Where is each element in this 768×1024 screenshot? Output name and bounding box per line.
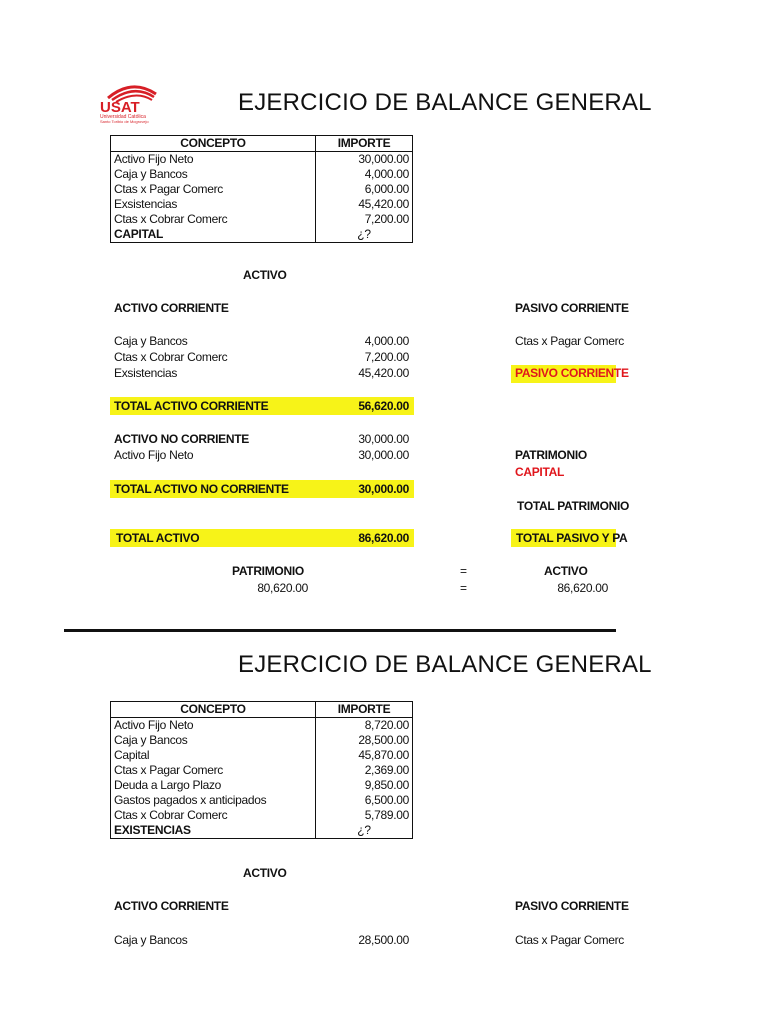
concept-table: [110, 135, 413, 243]
cell-importe: 45,420.00: [358, 197, 409, 211]
table-row: [111, 733, 413, 748]
activo-heading-2: ACTIVO: [243, 866, 287, 880]
activo-corriente-label-2: ACTIVO CORRIENTE: [114, 899, 229, 913]
pasivo-corriente-label-2: PASIVO CORRIENTE: [515, 899, 629, 913]
cell-importe: ¿?: [357, 823, 371, 837]
table-row: [111, 808, 413, 823]
cell-concepto: Deuda a Largo Plazo: [111, 778, 316, 793]
ac-item-value: 4,000.00: [364, 334, 409, 348]
usat-logo: [100, 82, 170, 126]
ac-item-label-2: Caja y Bancos: [114, 933, 188, 947]
table-row: [111, 823, 413, 839]
table-row: [111, 793, 413, 808]
eq-activo-label: ACTIVO: [544, 564, 588, 578]
total-activo-corriente-label: TOTAL ACTIVO CORRIENTE: [114, 399, 269, 413]
cell-importe: 9,850.00: [364, 778, 409, 792]
ac-item-label: Exsistencias: [114, 366, 178, 380]
eq-sign: =: [460, 581, 467, 595]
logo-brand: USAT: [100, 99, 140, 116]
patrimonio-label: PATRIMONIO: [515, 448, 587, 462]
pasivo-corriente-total-label: PASIVO CORRIENTE: [515, 366, 629, 380]
capital-label: CAPITAL: [515, 465, 565, 479]
cell-importe: 6,500.00: [364, 793, 409, 807]
anc-item-label: Activo Fijo Neto: [114, 448, 194, 462]
cell-concepto: CAPITAL: [111, 227, 316, 243]
ac-item-value-2: 28,500.00: [358, 933, 409, 947]
total-activo-no-corriente-label: TOTAL ACTIVO NO CORRIENTE: [114, 482, 289, 496]
total-activo-corriente-value: 56,620.00: [358, 399, 409, 413]
eq-patrimonio-value: 80,620.00: [257, 581, 308, 595]
table-row: [111, 748, 413, 763]
eq-patrimonio-label: PATRIMONIO: [232, 564, 304, 578]
activo-heading: ACTIVO: [243, 268, 287, 282]
table-row: [111, 763, 413, 778]
concept-table-2: [110, 701, 413, 839]
page-title: EJERCICIO DE BALANCE GENERAL: [238, 89, 652, 116]
header-importe: IMPORTE: [316, 136, 413, 152]
total-activo-no-corriente-value: 30,000.00: [358, 482, 409, 496]
cell-importe: 5,789.00: [364, 808, 409, 822]
cell-concepto: Caja y Bancos: [111, 167, 316, 182]
table-row: [111, 167, 413, 182]
page-title-2: EJERCICIO DE BALANCE GENERAL: [238, 651, 652, 678]
table-row: [111, 718, 413, 734]
total-patrimonio-clip: [513, 498, 630, 518]
total-pasivo-label: TOTAL PASIVO Y PA: [516, 531, 628, 545]
ac-item-label: Ctas x Cobrar Comerc: [114, 350, 228, 364]
cell-concepto: Activo Fijo Neto: [111, 718, 316, 734]
total-patrimonio-label: TOTAL PATRIMONIO: [517, 499, 630, 513]
table-row: [111, 778, 413, 793]
activo-no-corriente-label: ACTIVO NO CORRIENTE: [114, 432, 249, 446]
section-divider: [64, 629, 616, 632]
ac-item-value: 45,420.00: [358, 366, 409, 380]
usat-logo-mark: [100, 82, 170, 126]
header-concepto: CONCEPTO: [111, 136, 316, 152]
table-row: [111, 182, 413, 197]
pc-item-label-2: Ctas x Pagar Comerc: [515, 933, 625, 947]
cell-concepto: Activo Fijo Neto: [111, 152, 316, 168]
cell-concepto: Gastos pagados x anticipados: [111, 793, 316, 808]
total-activo-value: 86,620.00: [358, 531, 409, 545]
cell-importe: 8,720.00: [364, 718, 409, 732]
anc-item-value: 30,000.00: [358, 448, 409, 462]
table-row: [111, 152, 413, 168]
cell-concepto: Ctas x Pagar Comerc: [111, 763, 316, 778]
cell-concepto: Exsistencias: [111, 197, 316, 212]
pc-item-label: Ctas x Pagar Comerc: [515, 334, 625, 348]
ac-item-value: 7,200.00: [364, 350, 409, 364]
cell-importe: 30,000.00: [358, 152, 409, 166]
activo-corriente-label: ACTIVO CORRIENTE: [114, 301, 229, 315]
total-activo-label: TOTAL ACTIVO: [116, 531, 200, 545]
header-concepto: CONCEPTO: [111, 702, 316, 718]
cell-concepto: Ctas x Cobrar Comerc: [111, 808, 316, 823]
cell-concepto: Ctas x Pagar Comerc: [111, 182, 316, 197]
activo-no-corriente-value: 30,000.00: [358, 432, 409, 446]
logo-sub1: Universidad Católica: [100, 114, 146, 120]
cell-importe: 4,000.00: [364, 167, 409, 181]
cell-importe: 7,200.00: [364, 212, 409, 226]
cell-concepto: EXISTENCIAS: [111, 823, 316, 839]
ac-item-label: Caja y Bancos: [114, 334, 188, 348]
header-importe: IMPORTE: [316, 702, 413, 718]
cell-concepto: Caja y Bancos: [111, 733, 316, 748]
cell-concepto: Capital: [111, 748, 316, 763]
table-row: [111, 197, 413, 212]
cell-importe: 2,369.00: [364, 763, 409, 777]
logo-sub2: Santo Toribio de Mogrovejo: [100, 119, 149, 124]
eq-sign: =: [460, 564, 467, 578]
table-row: [111, 227, 413, 243]
cell-importe: 45,870.00: [358, 748, 409, 762]
pasivo-corriente-label: PASIVO CORRIENTE: [515, 301, 629, 315]
cell-importe: 6,000.00: [364, 182, 409, 196]
cell-concepto: Ctas x Cobrar Comerc: [111, 212, 316, 227]
cell-importe: ¿?: [357, 227, 371, 241]
eq-activo-value: 86,620.00: [557, 581, 608, 595]
cell-importe: 28,500.00: [358, 733, 409, 747]
table-row: [111, 212, 413, 227]
